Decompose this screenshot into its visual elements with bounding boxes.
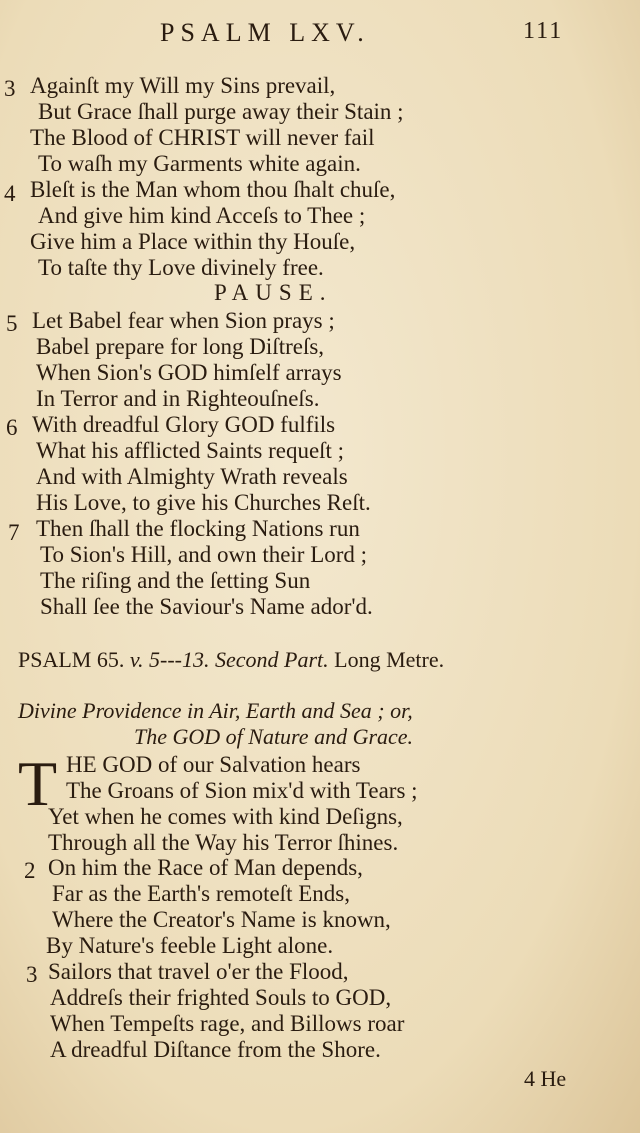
stanza-number: 5: [6, 311, 18, 336]
verse-line: Babel prepare for long Diſtreſs,: [36, 334, 325, 359]
verse-line: Then ſhall the flocking Nations run: [36, 516, 360, 541]
stanza-number: 2: [24, 858, 36, 883]
section-heading: [18, 647, 444, 673]
stanza-number: 7: [8, 520, 20, 545]
verse-line: The Blood of CHRIST will never fail: [30, 125, 375, 150]
heading-metre: Long Metre.: [334, 647, 445, 672]
stanza-number: 6: [6, 415, 18, 440]
verse-line: Let Babel fear when Sion prays ;: [32, 308, 335, 333]
catchword: 4 He: [524, 1066, 567, 1091]
verse-line: The Groans of Sion mix'd with Tears ;: [66, 778, 418, 803]
running-title: PSALM LXV.: [160, 18, 370, 47]
verse-line: Yet when he comes with kind Deſigns,: [48, 804, 403, 829]
verse-line: When Tempeſts rage, and Billows roar: [50, 1011, 405, 1036]
stanza-number: 4: [4, 181, 16, 206]
verse-line: The riſing and the ſetting Sun: [40, 568, 311, 593]
verse-line: With dreadful Glory GOD fulfils: [32, 412, 336, 437]
heading-psalm: PSALM 65.: [18, 647, 125, 672]
verse-line: On him the Race of Man depends,: [48, 855, 363, 880]
drop-cap: T: [18, 748, 58, 819]
page-number: 111: [523, 18, 564, 44]
verse-line: Againſt my Will my Sins prevail,: [30, 73, 336, 98]
pause-label: PAUSE.: [214, 280, 333, 305]
verse-line: To taſte thy Love divinely free.: [38, 255, 324, 280]
verse-line: Sailors that travel o'er the Flood,: [48, 959, 349, 984]
page-header: [0, 18, 640, 52]
stanza-number: 3: [26, 962, 38, 987]
verse-line: What his afflicted Saints requeſt ;: [36, 438, 345, 463]
verse-line: To Sion's Hill, and own their Lord ;: [40, 542, 368, 567]
verse-line: But Grace ſhall purge away their Stain ;: [38, 99, 404, 124]
verse-line: By Nature's feeble Light alone.: [46, 933, 334, 958]
verse-line: A dreadful Diſtance from the Shore.: [50, 1037, 381, 1062]
verse-line: Far as the Earth's remoteſt Ends,: [52, 881, 350, 906]
subtitle-line: Divine Providence in Air, Earth and Sea ; or,: [18, 698, 413, 723]
verse-line: Bleſt is the Man whom thou ſhalt chuſe,: [30, 177, 396, 202]
subtitle-line: The GOD of Nature and Grace.: [134, 724, 414, 749]
verse-line: Where the Creator's Name is known,: [52, 907, 391, 932]
verse-line: When Sion's GOD himſelf arrays: [36, 360, 342, 385]
verse-line: And with Almighty Wrath reveals: [36, 464, 348, 489]
verse-line: Addreſs their frighted Souls to GOD,: [50, 985, 392, 1010]
stanza-number: 3: [4, 76, 16, 101]
verse-line: Through all the Way his Terror ſhines.: [48, 830, 399, 855]
verse-line: His Love, to give his Churches Reſt.: [36, 490, 371, 515]
verse-line: And give him kind Acceſs to Thee ;: [38, 203, 366, 228]
heading-verses: v. 5---13.: [129, 647, 210, 672]
verse-line: HE GOD of our Salvation hears: [66, 752, 361, 777]
verse-line: Shall ſee the Saviour's Name ador'd.: [40, 594, 373, 619]
heading-part: Second Part.: [214, 647, 329, 672]
verse-line: To waſh my Garments white again.: [38, 151, 361, 176]
verse-line: Give him a Place within thy Houſe,: [30, 229, 356, 254]
verse-line: In Terror and in Righteouſneſs.: [36, 386, 320, 411]
